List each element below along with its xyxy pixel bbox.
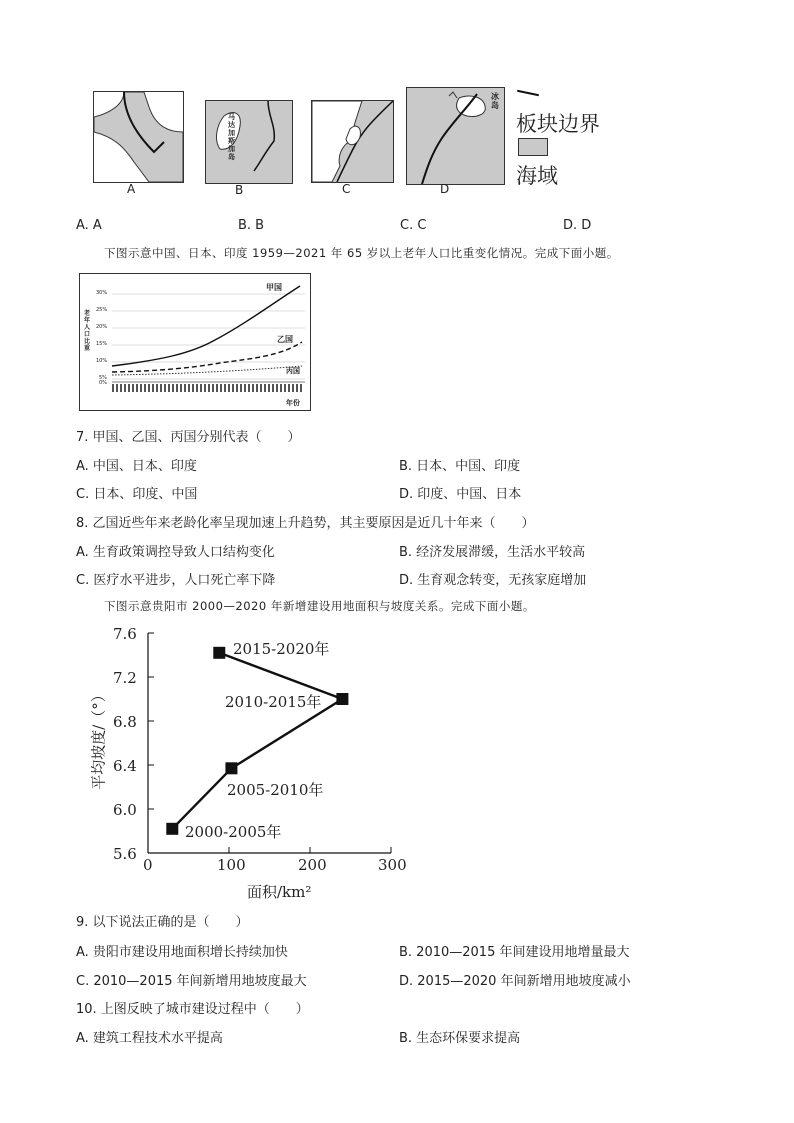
map-a-drawing xyxy=(94,92,183,182)
slope-point-label-2000-2005: 2000-2005年 xyxy=(185,823,282,841)
q9-stem: 9. 以下说法正确的是（ ） xyxy=(76,915,249,930)
slope-ytick-5-6: 5.6 xyxy=(113,845,137,863)
map-b-island-label: 马达加斯加岛 xyxy=(228,113,235,161)
plate-map-d xyxy=(406,87,505,185)
plate-map-c xyxy=(311,100,394,183)
q8-option-d[interactable]: D. 生育观念转变，无孩家庭增加 xyxy=(399,573,587,588)
slope-series-line xyxy=(172,653,342,829)
q8-option-b[interactable]: B. 经济发展滞缓，生活水平较高 xyxy=(399,545,586,560)
slope-ytick-7-2: 7.2 xyxy=(113,669,137,687)
q8-stem: 8. 乙国近些年来老龄化率呈现加速上升趋势，其主要原因是近几十年来（ ） xyxy=(76,516,535,531)
plate-map-a xyxy=(93,91,184,183)
slope-ytick-6-8: 6.8 xyxy=(113,713,137,731)
slope-point-label-2015-2020: 2015-2020年 xyxy=(233,640,330,658)
q7-option-c[interactable]: C. 日本、印度、中国 xyxy=(76,487,198,502)
q9-option-d[interactable]: D. 2015—2020 年间新增用地坡度减小 xyxy=(399,974,631,989)
map-d-island-label: 冰岛 xyxy=(491,92,499,110)
aging-year-ticks xyxy=(112,384,302,392)
map-option-c[interactable]: C. C xyxy=(400,218,427,233)
map-c-drawing xyxy=(312,101,393,182)
q7-option-b[interactable]: B. 日本、中国、印度 xyxy=(399,459,521,474)
map-option-d[interactable]: D. D xyxy=(563,218,592,233)
q10-stem: 10. 上图反映了城市建设过程中（ ） xyxy=(76,1002,309,1017)
legend-sea-label: 海域 xyxy=(516,164,558,188)
slope-ytick-6-4: 6.4 xyxy=(113,757,137,775)
aging-ytick-0: 0% xyxy=(99,380,107,386)
aging-ytick-30: 30% xyxy=(96,290,108,296)
aging-label-bing: 丙国 xyxy=(286,367,300,375)
aging-xlabel: 年份 xyxy=(286,399,300,407)
map-d-drawing xyxy=(407,88,504,184)
slope-xtick-200: 200 xyxy=(298,856,327,874)
aging-label-yi: 乙国 xyxy=(277,335,293,344)
aging-label-jia: 甲国 xyxy=(266,283,282,292)
q7-stem: 7. 甲国、乙国、丙国分别代表（ ） xyxy=(76,430,301,445)
q10-option-b[interactable]: B. 生态环保要求提高 xyxy=(399,1031,521,1046)
legend-sea-swatch xyxy=(518,138,548,156)
legend-boundary-line xyxy=(517,90,539,97)
q8-option-a[interactable]: A. 生育政策调控导致人口结构变化 xyxy=(76,545,275,560)
slope-ytick-7-6: 7.6 xyxy=(113,625,137,643)
guiyang-intro: 下图示意贵阳市 2000—2020 年新增建设用地面积与坡度关系。完成下面小题。 xyxy=(104,599,535,613)
aging-ytick-20: 20% xyxy=(96,324,108,330)
map-d-letter: D xyxy=(440,182,450,196)
map-option-a[interactable]: A. A xyxy=(76,218,102,233)
slope-xtick-300: 300 xyxy=(378,856,407,874)
q8-option-c[interactable]: C. 医疗水平进步，人口死亡率下降 xyxy=(76,573,276,588)
aging-ytick-15: 15% xyxy=(96,341,108,347)
q9-option-b[interactable]: B. 2010—2015 年间建设用地增量最大 xyxy=(399,945,630,960)
aging-intro: 下图示意中国、日本、印度 1959—2021 年 65 岁以上老年人口比重变化情况。完成下面小题。 xyxy=(104,246,619,260)
map-b-letter: B xyxy=(235,183,244,197)
map-c-letter: C xyxy=(342,182,351,196)
slope-point-2010-2015 xyxy=(336,693,348,705)
aging-chart-svg xyxy=(80,274,310,410)
plate-map-b xyxy=(205,100,293,184)
slope-xtick-100: 100 xyxy=(217,856,246,874)
aging-chart xyxy=(79,273,311,411)
aging-ytick-5: 5% xyxy=(99,375,107,381)
slope-point-2000-2005 xyxy=(166,823,178,835)
map-option-b[interactable]: B. B xyxy=(238,218,265,233)
q10-option-a[interactable]: A. 建筑工程技术水平提高 xyxy=(76,1031,223,1046)
aging-ytick-25: 25% xyxy=(96,307,108,313)
slope-point-2005-2010 xyxy=(225,762,237,774)
slope-chart xyxy=(75,620,415,905)
aging-series-yi xyxy=(112,342,302,372)
slope-point-label-2005-2010: 2005-2010年 xyxy=(227,781,324,799)
slope-xlabel: 面积/km² xyxy=(247,883,312,901)
map-b-drawing xyxy=(206,101,292,183)
q7-option-a[interactable]: A. 中国、日本、印度 xyxy=(76,459,197,474)
slope-ytick-6-0: 6.0 xyxy=(113,801,137,819)
map-a-letter: A xyxy=(127,182,136,196)
slope-point-2015-2020 xyxy=(213,647,225,659)
slope-ylabel: 平均坡度/（°） xyxy=(89,687,108,790)
legend-boundary-label: 板块边界 xyxy=(516,112,600,136)
q9-option-c[interactable]: C. 2010—2015 年间新增用地坡度最大 xyxy=(76,974,307,989)
q9-option-a[interactable]: A. 贵阳市建设用地面积增长持续加快 xyxy=(76,945,288,960)
slope-point-label-2010-2015: 2010-2015年 xyxy=(225,693,322,711)
aging-ytick-10: 10% xyxy=(96,358,108,364)
q7-option-d[interactable]: D. 印度、中国、日本 xyxy=(399,487,522,502)
slope-xtick-0: 0 xyxy=(143,856,153,874)
aging-ylabel: 老年人口比重 xyxy=(84,310,91,352)
